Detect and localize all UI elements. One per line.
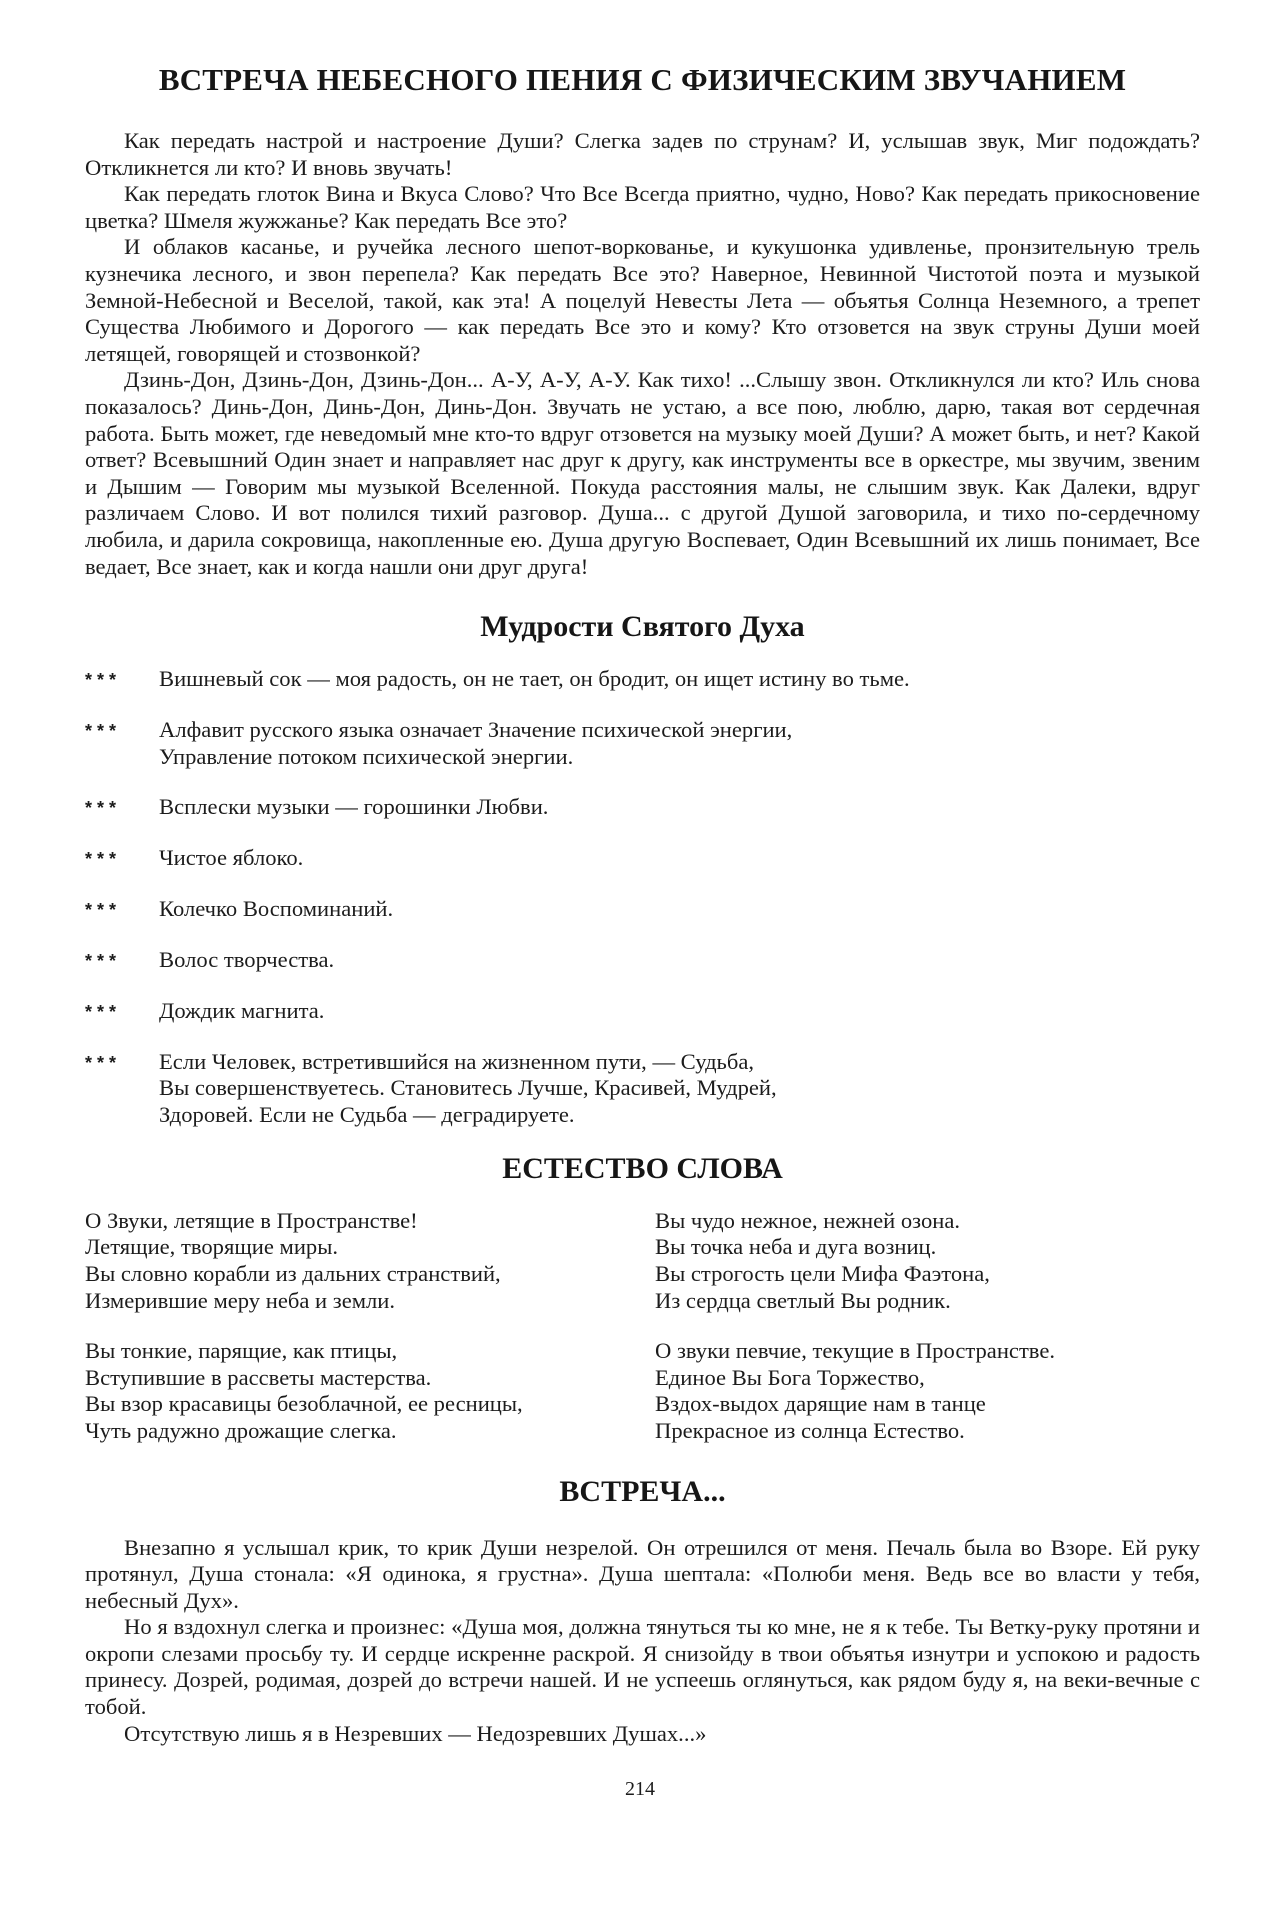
wisdom-item — [85, 666, 1200, 694]
asterisk-marker: * * * — [85, 1001, 117, 1022]
intro-paragraph: Как передать глоток Вина и Вкуса Слово? Что Все Всегда приятно, чудно, Ново? Как передать прикосновение цветка? Шмеля жужжанье? Как передать Все это? — [85, 181, 1200, 233]
poem-line: Измерившие меру неба и земли. — [85, 1287, 396, 1313]
wisdom-line: Алфавит русского языка означает Значение психической энергии, — [159, 717, 793, 743]
wisdom-line: Управление потоком психической энергии. — [159, 743, 574, 769]
intro-paragraph: И облаков касанье, и ручейка лесного шепот-воркованье, и кукушонка удивленье, пронзительную трель кузнечика лесного, и звон перепела? Как передать Все это? Наверное, Невинной Чистотой поэта и музыкой Земной-Небесной и Веселой, такой, как эта! А поцелуй Невесты Лета — объятья Солнца Неземного, а трепет Существа Любимого и Дорогого — как передать Все это и кому? Кто отзовется на звук струны Души моей летящей, говорящей и стозвонкой? — [85, 234, 1200, 366]
intro-paragraph: Как передать настрой и настроение Души? Слегка задев по струнам? И, услышав звук, Миг подождать? Откликнется ли кто? И вновь звучать! — [85, 128, 1200, 180]
meeting-paragraph: Отсутствую лишь я в Незревших — Недозревших Душах...» — [124, 1720, 707, 1746]
poem-grid — [85, 1208, 1200, 1445]
wisdom-item — [85, 845, 1200, 873]
essence-heading: ЕСТЕСТВО СЛОВА — [502, 1151, 783, 1185]
wisdom-line: Вишневый сок — моя радость, он не тает, он бродит, он ищет истину во тьме. — [159, 666, 910, 692]
poem-line: О Звуки, летящие в Пространстве! — [85, 1207, 418, 1233]
asterisk-marker: * * * — [85, 899, 117, 920]
poem-line: Вы строгость цели Мифа Фаэтона, — [655, 1260, 990, 1286]
intro-paragraph: Дзинь-Дон, Дзинь-Дон, Дзинь-Дон... А-У, А-У, А-У. Как тихо! ...Слышу звон. Откликнулся ли кто? Иль снова показалось? Динь-Дон, Динь-Дон, Динь-Дон. Звучать не устаю, а все пою, люблю, дарю, такая вот сердечная работа. Быть может, где неведомый мне кто-то вдруг отзовется на музыку моей Души? А может быть, и нет? Какой ответ? Всевышний Один знает и направляет нас друг к другу, как инструменты все в оркестре, мы звучим, звеним и Дышим — Говорим мы музыкой Вселенной. Покуда расстояния малы, не слышим звук. Как Далеки, вдруг различаем Слово. И вот полился тихий разговор. Душа... с другой Душой заговорила, и тихо по-сердечному любила, и дарила сокровища, накопленные ею. Душа другую Воспевает, Один Всевышний их лишь понимает, Все ведает, Все знает, как и когда нашли они друг друга! — [85, 367, 1200, 579]
poem-line: Из сердца светлый Вы родник. — [655, 1287, 951, 1313]
wisdom-text — [159, 845, 1200, 873]
wisdom-line: Здоровей. Если не Судьба — деградируете. — [159, 1101, 575, 1127]
poem-line: Летящие, творящие миры. — [85, 1234, 339, 1260]
poem-line: Вы словно корабли из дальних странствий, — [85, 1260, 501, 1286]
asterisk-marker: * * * — [85, 848, 117, 869]
asterisk-marker: * * * — [85, 721, 117, 742]
asterisk-marker: * * * — [85, 797, 117, 818]
poem-stanza — [85, 1208, 655, 1314]
asterisk-marker: * * * — [85, 670, 117, 691]
poem-line: Вы чудо нежное, нежней озона. — [655, 1207, 961, 1233]
poem-stanza — [85, 1338, 655, 1444]
asterisk-marker: * * * — [85, 950, 117, 971]
wisdom-text — [159, 794, 1200, 822]
wisdom-text — [159, 998, 1200, 1026]
poem-stanza — [655, 1208, 1200, 1314]
poem-line: О звуки певчие, текущие в Пространстве. — [655, 1338, 1056, 1364]
wisdom-item — [85, 998, 1200, 1026]
wisdom-text — [159, 666, 1200, 694]
wisdom-item — [85, 896, 1200, 924]
wisdom-line: Колечко Воспоминаний. — [159, 895, 394, 921]
wisdom-item — [85, 1049, 1200, 1129]
wisdom-text — [159, 717, 1200, 770]
meeting-paragraph: Но я вздохнул слегка и произнес: «Душа моя, должна тянуться ты ко мне, не я к тебе. Ты Ветку-руку протяни и окропи слезами просьбу ту. И сердце искренне раскрой. Я снизойду в твои объятья изнутри и успокою и радость принесу. Дозрей, родимая, дозрей до встречи нашей. И не успеешь оглянуться, как рядом буду я, на веки-вечные с тобой. — [85, 1614, 1200, 1720]
wisdom-item — [85, 794, 1200, 822]
meeting-paragraph: Внезапно я услышал крик, то крик Души незрелой. Он отрешился от меня. Печаль была во Взоре. Ей руку протянул, Душа стонала: «Я одинока, я грустна». Душа шептала: «Полюби меня. Ведь все во власти у тебя, небесный Дух». — [85, 1534, 1200, 1613]
poem-line: Вступившие в рассветы мастерства. — [85, 1364, 432, 1390]
wisdom-text — [159, 896, 1200, 924]
wisdom-item — [85, 947, 1200, 975]
meeting-section — [85, 1535, 1200, 1748]
wisdom-line: Дождик магнита. — [159, 997, 325, 1023]
wisdom-line: Волос творчества. — [159, 946, 335, 972]
poem-stanza — [655, 1338, 1200, 1444]
wisdom-heading: Мудрости Святого Духа — [480, 610, 805, 644]
meeting-heading: ВСТРЕЧА... — [559, 1474, 726, 1508]
poem-line: Вы взор красавицы безоблачной, ее ресницы, — [85, 1391, 523, 1417]
page-title: ВСТРЕЧА НЕБЕСНОГО ПЕНИЯ С ФИЗИЧЕСКИМ ЗВУЧАНИЕМ — [158, 62, 1127, 97]
poem-line: Чуть радужно дрожащие слегка. — [85, 1417, 397, 1443]
wisdom-line: Вы совершенствуетесь. Становитесь Лучше, Красивей, Мудрей, — [159, 1075, 777, 1101]
poem-line: Единое Вы Бога Торжество, — [655, 1364, 925, 1390]
poem-line: Вы точка неба и дуга возниц. — [655, 1234, 937, 1260]
poem-line: Вы тонкие, парящие, как птицы, — [85, 1338, 398, 1364]
wisdom-text — [159, 947, 1200, 975]
asterisk-marker: * * * — [85, 1052, 117, 1073]
page-number: 214 — [625, 1778, 655, 1800]
wisdom-line: Если Человек, встретившийся на жизненном пути, — Судьба, — [159, 1048, 755, 1074]
poem-line: Вздох-выдох дарящие нам в танце — [655, 1391, 986, 1417]
poem-line: Прекрасное из солнца Естество. — [655, 1417, 965, 1443]
wisdom-text — [159, 1049, 1200, 1129]
wisdom-list — [85, 666, 1200, 1128]
wisdom-line: Чистое яблоко. — [159, 844, 304, 870]
wisdom-item — [85, 717, 1200, 770]
wisdom-line: Всплески музыки — горошинки Любви. — [159, 793, 549, 819]
intro-section — [85, 128, 1200, 580]
